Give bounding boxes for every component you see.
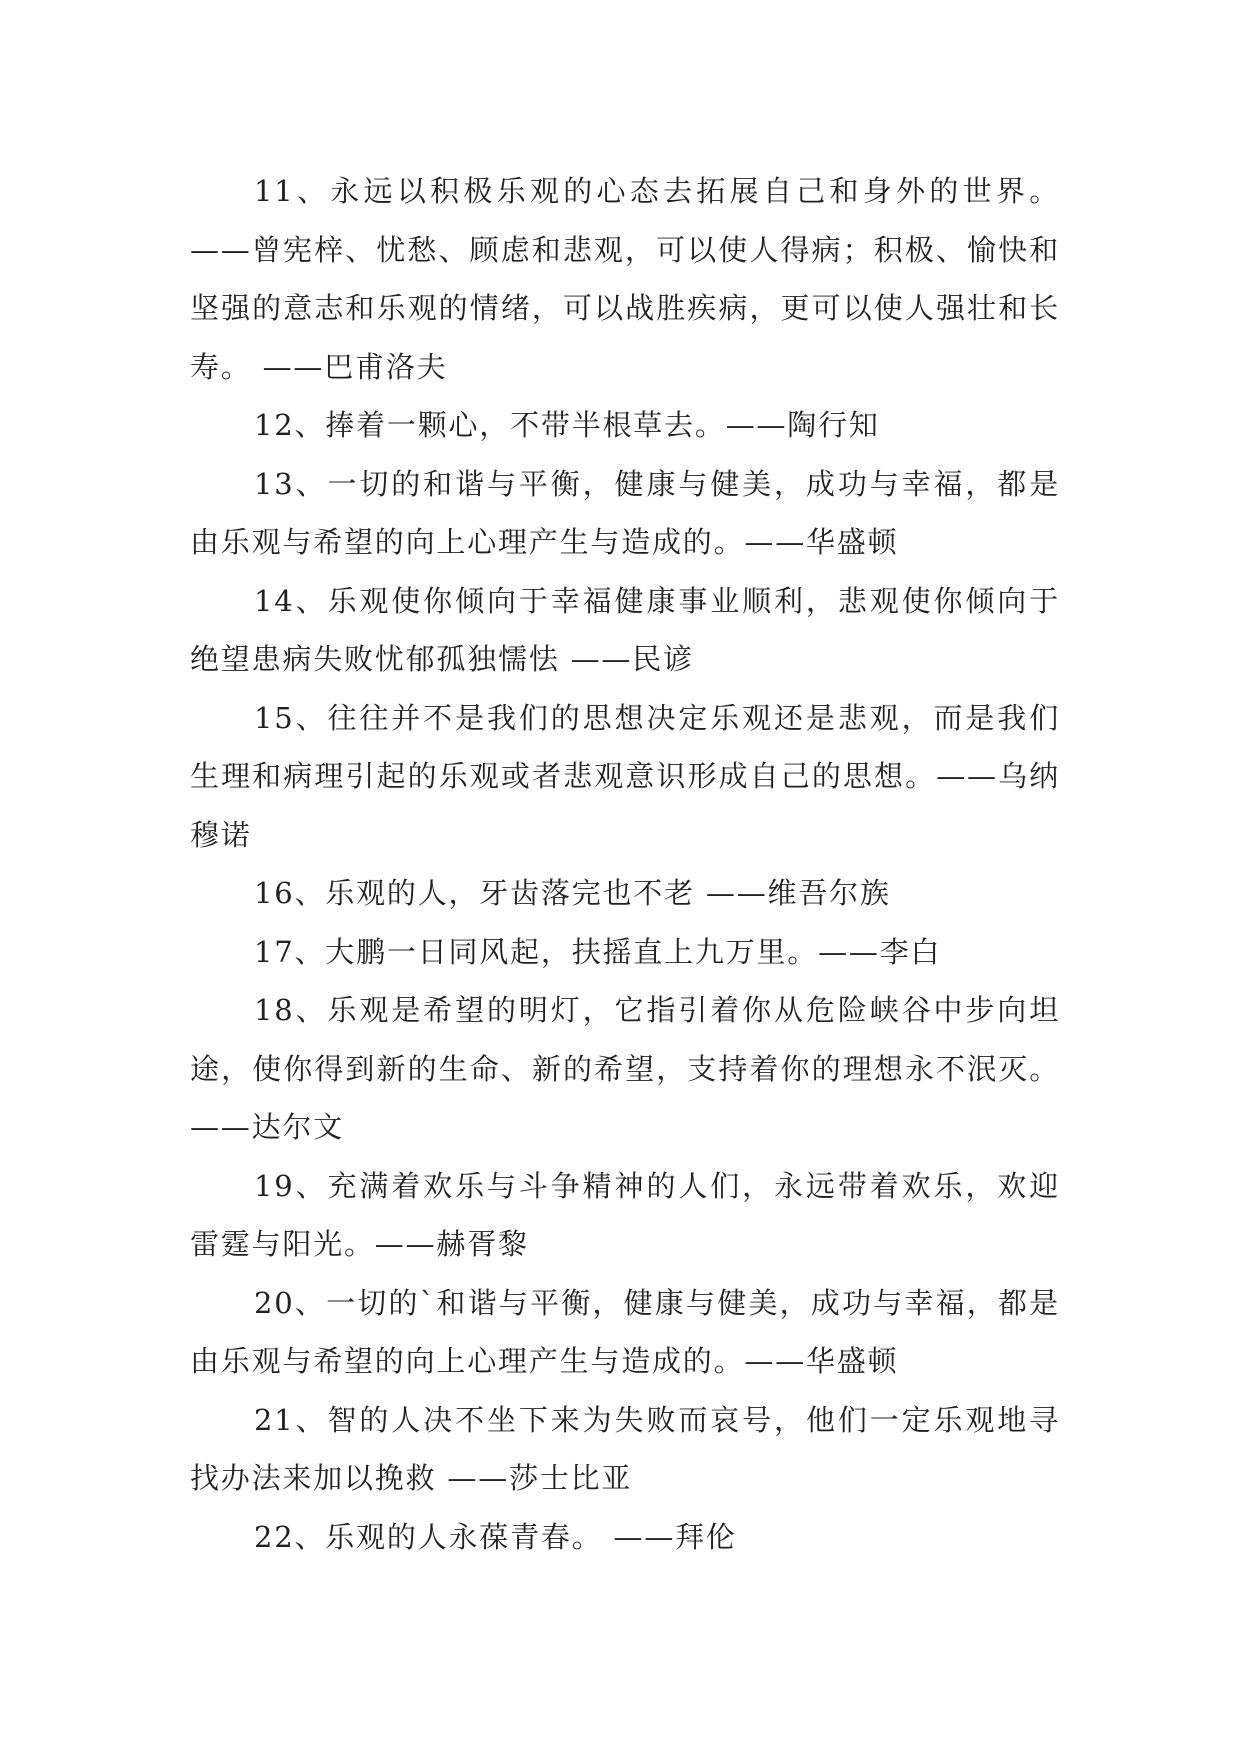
quote-paragraph-11: 11、永远以积极乐观的心态去拓展自己和身外的世界。——曾宪梓、忧愁、顾虑和悲观，可以使人得病；积极、愉快和坚强的意志和乐观的情绪，可以战胜疾病，更可以使人强壮和长寿。 ——巴甫洛夫 bbox=[190, 174, 1060, 384]
document-body bbox=[190, 162, 1060, 1566]
quote-paragraph-19: 19、充满着欢乐与斗争精神的人们，永远带着欢乐，欢迎雷霆与阳光。——赫胥黎 bbox=[190, 1168, 1060, 1261]
quote-paragraph-16: 16、乐观的人，牙齿落完也不老 ——维吾尔族 bbox=[254, 876, 891, 910]
quote-paragraph-17: 17、大鹏一日同风起，扶摇直上九万里。——李白 bbox=[254, 934, 942, 969]
quote-paragraph-13: 13、一切的和谐与平衡，健康与健美，成功与幸福，都是由乐观与希望的向上心理产生与造成的。——华盛顿 bbox=[190, 466, 1060, 559]
quote-paragraph-15: 15、往往并不是我们的思想决定乐观还是悲观，而是我们生理和病理引起的乐观或者悲观意识形成自己的思想。——乌纳穆诺 bbox=[190, 700, 1060, 852]
quote-paragraph-20: 20、一切的`和谐与平衡，健康与健美，成功与幸福，都是由乐观与希望的向上心理产生与造成的。——华盛顿 bbox=[190, 1285, 1060, 1378]
quote-paragraph-18: 18、乐观是希望的明灯，它指引着你从危险峡谷中步向坦途，使你得到新的生命、新的希望，支持着你的理想永不泯灭。 ——达尔文 bbox=[190, 993, 1060, 1144]
quote-paragraph-22: 22、乐观的人永葆青春。 ——拜伦 bbox=[254, 1519, 737, 1554]
quote-paragraph-14: 14、乐观使你倾向于幸福健康事业顺利，悲观使你倾向于绝望患病失败忧郁孤独懦怯 ——民谚 bbox=[190, 583, 1060, 676]
quote-paragraph-21: 21、智的人决不坐下来为失败而哀号，他们一定乐观地寻找办法来加以挽救 ——莎士比亚 bbox=[190, 1402, 1060, 1495]
quote-paragraph-12: 12、捧着一颗心，不带半根草去。——陶行知 bbox=[254, 408, 880, 442]
